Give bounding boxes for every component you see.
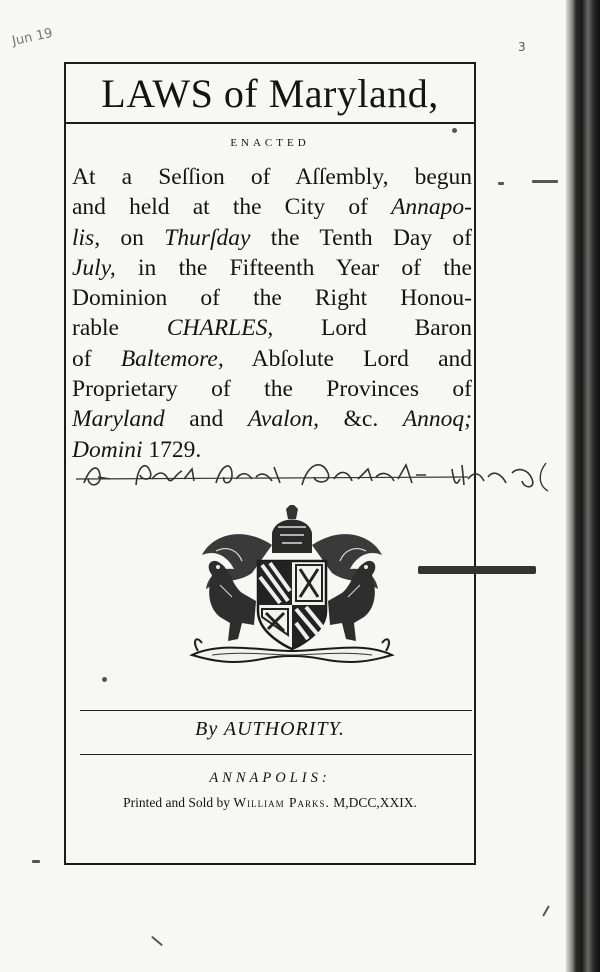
body-line <box>72 253 472 283</box>
scan-speck <box>452 128 457 133</box>
authority-rule-top <box>80 710 472 711</box>
scan-speck <box>418 566 536 574</box>
margin-note-top-left: Jun 19 <box>10 25 55 50</box>
body-line <box>72 374 472 404</box>
body-line-segment: July, <box>72 254 116 281</box>
body-line-segment: Proprietary of the Provinces of <box>72 376 472 403</box>
body-line-segment: Avalon, <box>247 406 319 433</box>
body-line-segment: Abſolute Lord and <box>223 345 473 372</box>
authority-rule-bottom <box>80 754 472 755</box>
imprint-place: ANNAPOLIS: <box>209 770 331 786</box>
body-line-segment: Lord Baron <box>273 315 472 342</box>
body-line-segment: the Tenth Day of <box>250 224 473 251</box>
body-line-segment: Baltemore, <box>120 345 224 372</box>
body-line-segment: lis, <box>72 224 101 251</box>
handwritten-signature <box>76 449 556 499</box>
body-line-segment: Dominion of the Right Honou- <box>72 285 472 312</box>
body-line-segment: rable <box>72 315 167 342</box>
imprint-year: M,DCC,XXIX. <box>333 795 417 810</box>
body-line-segment: Thurſday <box>164 224 251 251</box>
body-line <box>72 344 472 374</box>
body-line-segment: in the Fifteenth Year of the <box>115 254 472 281</box>
body-line-segment: Annoq; <box>402 406 472 433</box>
book-binding-edge <box>566 0 600 972</box>
scan-speck <box>151 936 163 947</box>
scan-speck <box>32 860 40 863</box>
body-line-segment: Maryland <box>72 406 165 433</box>
page-title: LAWS of Maryland, <box>101 71 439 116</box>
body-line-segment: Domini <box>72 436 143 463</box>
title-divider <box>66 122 474 124</box>
body-line-segment: and held at the City of <box>72 194 392 221</box>
body-line <box>72 283 472 313</box>
body-line-segment: on <box>100 224 165 251</box>
body-line-segment: of <box>72 345 121 372</box>
imprint-prefix: Printed and Sold by <box>123 795 234 810</box>
margin-note-top-right: 3 <box>518 40 526 54</box>
body-line-segment: 1729. <box>142 436 202 463</box>
body-line <box>72 313 472 343</box>
scan-speck <box>542 905 550 916</box>
body-line <box>72 192 472 222</box>
body-line-segment: &c. <box>319 406 403 433</box>
body-line-segment: Annapo- <box>391 194 472 221</box>
scan-speck <box>498 182 504 185</box>
imprint-printer: William Parks. <box>233 795 330 810</box>
body-line-segment: and <box>164 406 248 433</box>
title-body-text <box>72 162 472 465</box>
body-line <box>72 162 472 192</box>
scan-speck <box>532 180 558 183</box>
coat-of-arms-icon <box>172 505 412 670</box>
body-line-segment: At a Seſſion of Aſſembly, begun <box>72 164 472 190</box>
body-line <box>72 223 472 253</box>
imprint-line <box>66 795 474 811</box>
body-line <box>72 404 472 434</box>
body-line-segment: CHARLES, <box>166 315 274 342</box>
authority-line: By AUTHORITY. <box>195 718 345 740</box>
subtitle-enacted: ENACTED <box>230 137 310 149</box>
scan-speck <box>102 677 107 682</box>
